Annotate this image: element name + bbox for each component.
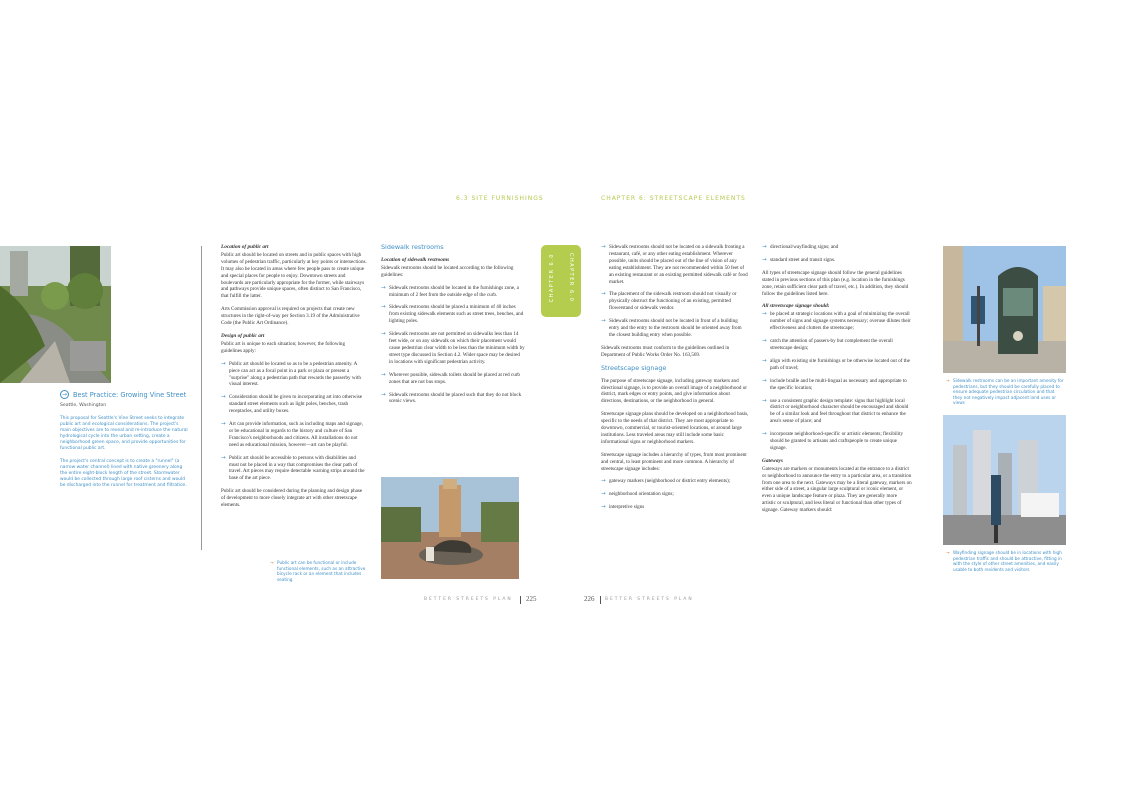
subheading: Gateways [762, 457, 783, 464]
chapter-tab-label: CHAPTER 6.0 [568, 253, 574, 303]
bullet-item: → incorporate neighborhood-specific or artistic elements; flexibility should be granted to artisans and craftspeople to create unique signage. [762, 431, 912, 452]
bullet-item: → Sidewalk restrooms should be located in the furnishings zone, a minimum of 2 feet from the outside edge of the curb. [381, 285, 525, 299]
paragraph: The purpose of streetscape signage, including gateway markers and directional signage, is to provide an overall image of a neighborhood or district, mark edges or entry points, and give information about directions, destinations, or the neighborhood in general. [601, 377, 747, 405]
text-column-public-art [221, 244, 367, 515]
bullet-item: → Consideration should be given to incorporating art into otherwise standard street elements such as light poles, benches, trash receptacles, and utility boxes. [221, 394, 367, 415]
bullet-item: → interpretive signs [601, 504, 749, 511]
bullet-item: → gateway markers (neighborhood or district entry elements); [601, 478, 749, 485]
chapter-tab [541, 245, 581, 317]
paragraph: Gateways are markers or monuments located at the entrance to a district or neighborhood to announce the entry to a particular area, or a transition from one area to the next. Gateways may be a literal gateway, markers on either side of a street, a singular large sculptural or iconic element, or even a unique landscape feature or plaza. They are generally more artistic or sculptural, and less literal or functional than other types of signage. Gateway markers should: [762, 465, 912, 514]
bullet-item: → include braille and be multi-lingual as necessary and appropriate to the specific location; [762, 378, 912, 392]
folio-divider [600, 596, 601, 604]
bullet-item: → Sidewalk restrooms should be placed such that they do not block scenic views. [381, 392, 525, 406]
paragraph: Sidewalk restrooms should be located according to the following guidelines: [381, 264, 514, 278]
section-heading: Streetscape signage [601, 363, 667, 372]
bullet-item: → neighborhood orientation signs; [601, 491, 749, 498]
arrow-circle-icon: → [61, 391, 68, 398]
bullet-item: → catch the attention of passers-by but complement the overall streetscape design; [762, 338, 912, 352]
best-practice-paragraph: The project's central concept is to create a "runnel" (a narrow water channel) lined with native greenery along the entire eight-block length of the street. Stormwater would be collected through large roof cisterns and would be discharged into the runnel for treatment and filtration. [60, 459, 187, 488]
paragraph: Sidewalk restrooms must conform to the guidelines outlined in Department of Public Works Order No. 163,569. [601, 344, 730, 358]
bullet-item: → Sidewalk restrooms should not be located in front of a building entry and the entry to the restroom should be oriented away from the closest building entry when possible. [601, 318, 749, 339]
bullet-item: → directional/wayfinding signs; and [762, 244, 912, 251]
bullet-item: → be placed at strategic locations with a goal of minimizing the overall number of signs and signage systems necessary; overuse dilutes their effectiveness and clutters the streetscape; [762, 311, 912, 332]
folio-divider [520, 596, 521, 604]
paragraph: Public art is unique to each situation; however, the following guidelines apply: [221, 340, 346, 354]
bullet-item: → The placement of the sidewalk restroom should not visually or physically obstruct the functioning of an existing, permitted flowerstand or sidewalk vendor. [601, 291, 749, 312]
paragraph: Streetscape signage includes a hierarchy of types, from most prominent and central, to least prominent and more common. A hierarchy of streetscape signage includes: [601, 451, 747, 472]
paragraph: Public art should be considered during the planning and design phase of development to more closely integrate art with other streetscape elements. [221, 488, 363, 509]
subheading: Location of sidewalk restrooms [381, 256, 450, 263]
folio-label-left: BETTER STREETS PLAN [424, 597, 513, 602]
running-head-right: CHAPTER 6: STREETSCAPE ELEMENTS [601, 195, 746, 202]
best-practice-sidebar [60, 390, 190, 496]
page-number-left: 225 [526, 595, 537, 603]
text-column-restrooms [381, 244, 525, 411]
subheading: Location of public art [221, 244, 269, 250]
subheading: Design of public art [221, 332, 265, 339]
best-practice-paragraph: This proposal for Seattle's Vine Street seeks to integrate public art and ecological considerations. The project's main objectives are to reveal and re-introduce the natural hydrological cycle into the urban setting, create a neighborhood green space, and provide opportunities for functional public art. [60, 416, 188, 451]
bullet-item: → standard street and transit signs. [762, 257, 912, 264]
caption-public-art: → Public art can be functional or include functional elements, such as an attractive bicycle rack or an element that includes seating [270, 560, 372, 582]
text-column-signage [601, 244, 749, 517]
text-column-gateways [762, 244, 912, 520]
bullet-item: → Public art should be accessible to persons with disabilities and must not be placed in a way that compromises the clear path of travel. Art pieces may require detectable warning strips around the base of the art piece. [221, 455, 367, 483]
caption-wayfinding: → Wayfinding signage should be in locations with high pedestrian traffic and should be attractive, fitting in with the style of other street amenities, and easily usable to both residents and visitors [946, 550, 1064, 572]
bullet-item: → Sidewalk restrooms should not be located on a sidewalk fronting a restaurant, café, or any other eating establishment. Wherever possible, units should be placed out of the line of vision of any eating establishment. They are not recommended within 50 feet of an existing restaurant or an existing permitted sidewalk café or food market. [601, 244, 749, 285]
sidewalk-restroom-photo [943, 246, 1066, 373]
column-divider [201, 246, 202, 550]
caption-restroom: → Sidewalk restrooms can be an important amenity for pedestrians, but they should be carefully placed to ensure adequate pedestrian circulation and that they not negatively impact adjacent land uses or views [946, 378, 1064, 406]
bullet-item: → Wherever possible, sidewalk toilets should be placed at red curb zones that are not bus stops. [381, 372, 525, 386]
running-head-left: 6.3 SITE FURNISHINGS [456, 195, 544, 202]
stairway-garden-photo [0, 246, 111, 383]
folio-label-right: BETTER STREETS PLAN [605, 597, 694, 602]
best-practice-title: Best Practice: Growing Vine Street [73, 390, 187, 399]
paragraph: Streetscape signage plans should be developed on a neighborhood basis, specific to the needs of that district. They are most appropriate to downtown, commercial, or tourist-oriented locations, or around large institutions. Less traveled areas may still include some basic informational signs or neighborhood markers. [601, 411, 749, 445]
wayfinding-sign-photo [943, 415, 1066, 545]
subheading: All streetscape signage should: [762, 303, 830, 310]
paragraph: Arts Commission approval is required on projects that create new structures in the right-of-way per Section 3.19 of the Administrative Code (the Public Art Ordinance). [221, 306, 360, 327]
chapter-tab-label: CHAPTER 6.0 [549, 253, 555, 303]
paragraph: Public art should be located on streets and in public spaces with high volumes of pedestrian traffic, particularly at key points or intersections. It may also be located in areas where few people pass to create unique and special places for people to enjoy. Downtown streets and boulevards are particularly appropriate for the former, while stairways and pathways provide unique spaces, often distinct to San Francisco, that fulfill the latter. [221, 251, 367, 300]
bullet-item: → Public art should be located so as to be a pedestrian amenity. A piece can act as a focal point in a park or plaza or present a "surprise" along a pedestrian path that rewards the passerby with visual interest. [221, 361, 367, 389]
best-practice-location: Seattle, Washington [60, 403, 107, 408]
bullet-item: → align with existing site furnishings or be otherwise located out of the path of travel; [762, 358, 912, 372]
bullet-item: → use a consistent graphic design template: signs that highlight local district or neighborhood character should be encouraged and should be of a similar look and feel throughout that district to enhance the area's sense of place; and [762, 398, 912, 426]
sculpture-plaza-photo [381, 477, 519, 579]
section-heading: Sidewalk restrooms [381, 243, 444, 251]
paragraph: All types of streetscape signage should follow the general guidelines stated in previous sections of this plan (e.g. location in the furnishings zone, retain sufficient clear path of travel, etc.). In addition, they should follow the guidelines listed here. [762, 269, 909, 297]
page-number-right: 226 [584, 595, 595, 603]
bullet-item: → Sidewalk restrooms should be placed a minimum of 40 inches from existing sidewalk elements such as street trees, benches, and lighting poles. [381, 304, 525, 325]
bullet-item: → Sidewalk restrooms are not permitted on sidewalks less than 14 feet wide, or on any sidewalk on which their placement would cause pedestrian clear width to be less than the minimum width by street type discussed in Section 4.2. Wider space may be desired in locations with significant pedestrian activity. [381, 331, 525, 366]
bullet-item: → Art can provide information, such as including maps and signage, or be educational in regards to the history and culture of San Francisco's neighborhoods and citizens. All installations do not need as educational mission, however—art can be playful. [221, 421, 367, 449]
